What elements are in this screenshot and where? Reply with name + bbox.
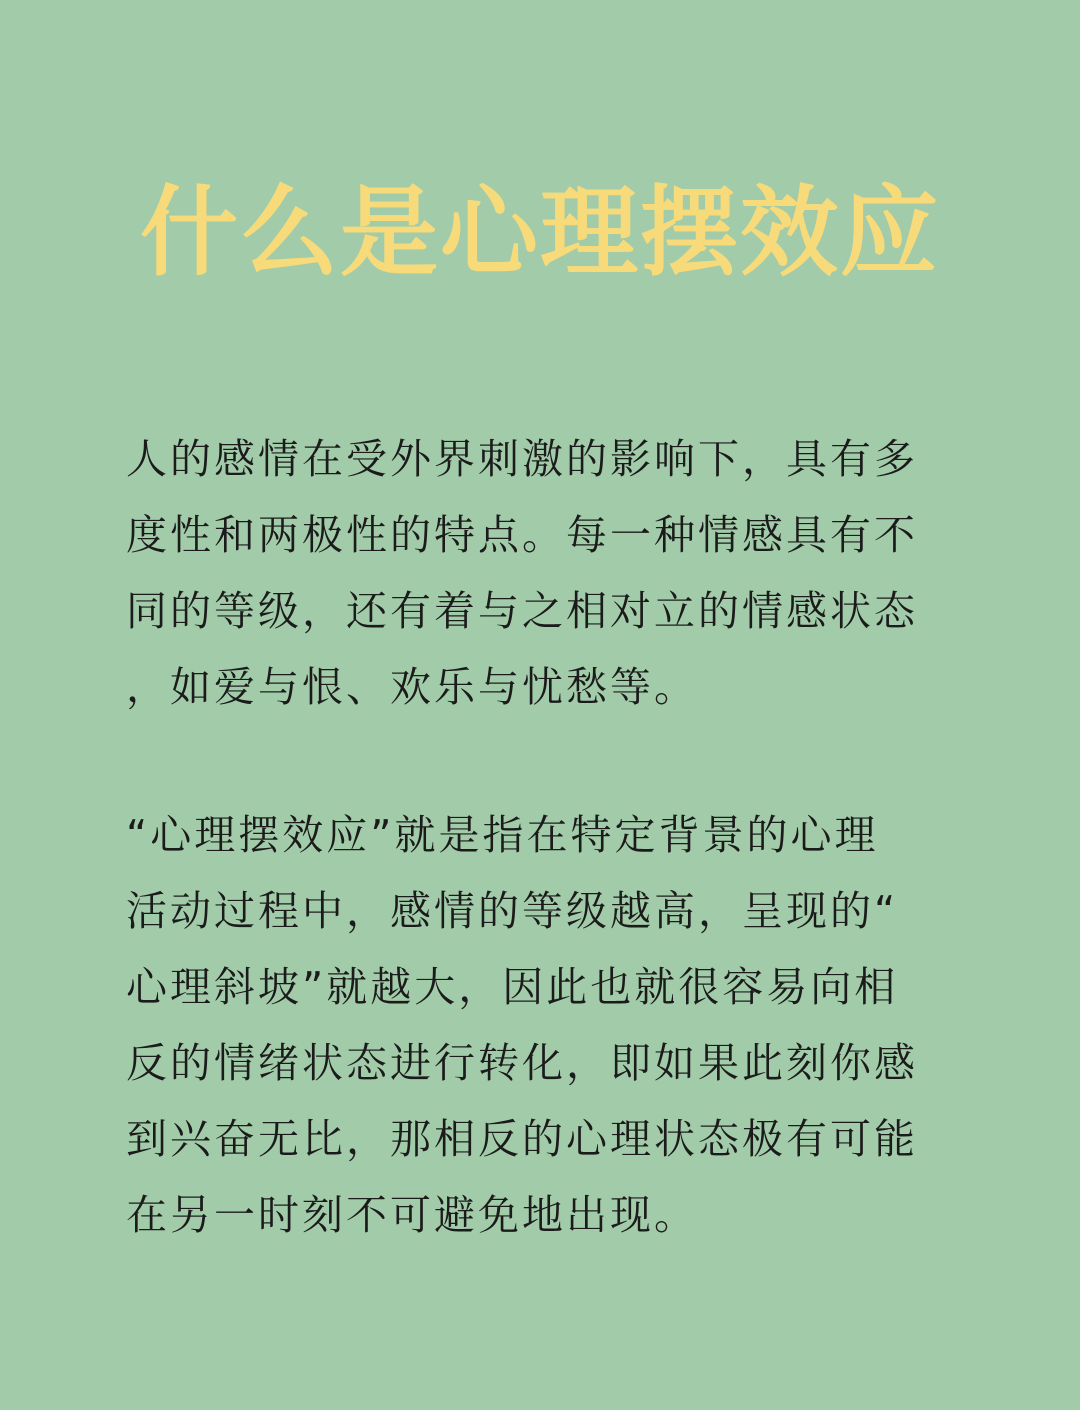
page-title: 什么是心理摆效应 [139, 176, 940, 290]
paragraph-definition: 人的感情在受外界刺激的影响下，具有多 度性和两极性的特点。每一种情感具有不 同的等级，还有着与之相对立的情感状态 ，如爱与恨、欢乐与忧愁等。 [126, 435, 918, 711]
paragraph-explanation: “心理摆效应”就是指在特定背景的心理 活动过程中，感情的等级越高，呈现的“ 心理斜坡”就越大，因此也就很容易向相 反的情绪状态进行转化，即如果此刻你感 到兴奋无比，那相反的心理状态极有可能 在另一时刻不可避免地出现。 [126, 811, 918, 1239]
